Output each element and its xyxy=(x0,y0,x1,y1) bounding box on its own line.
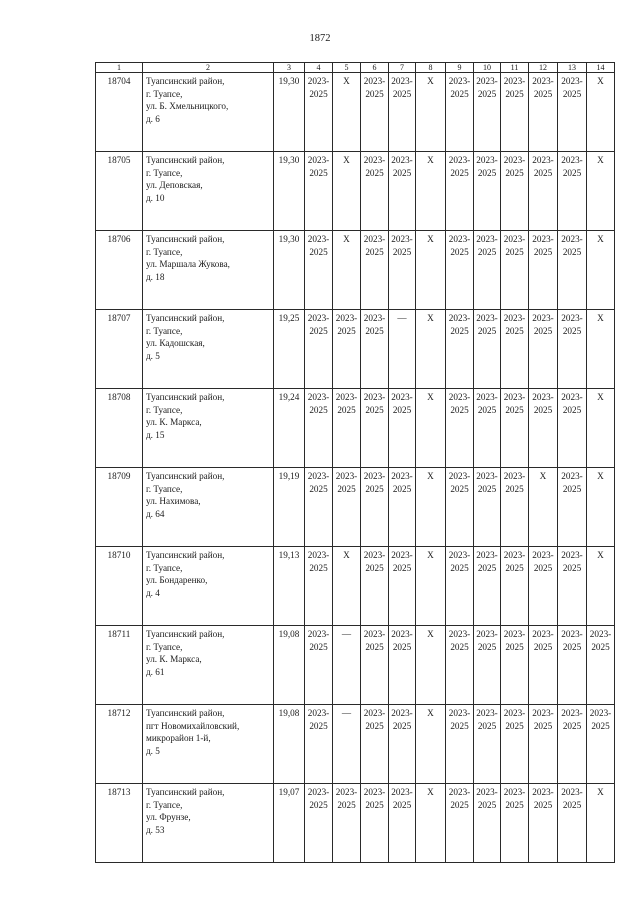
address-line: ул. Бондаренко, xyxy=(146,575,208,585)
address-line: д. 5 xyxy=(146,745,160,756)
period-cell: X xyxy=(587,389,615,468)
area-value: 19,08 xyxy=(274,626,305,705)
period-cell: 2023-2025 xyxy=(558,73,587,152)
period-cell: 2023-2025 xyxy=(446,705,474,784)
table-row xyxy=(96,468,615,547)
address-line: г. Туапсе, xyxy=(146,88,183,99)
address-line: Туапсинский район, xyxy=(146,234,225,244)
period-cell: 2023-2025 xyxy=(361,705,389,784)
address-line: г. Туапсе, xyxy=(146,641,183,652)
period-cell: 2023-2025 xyxy=(361,784,389,863)
period-cell: 2023-2025 xyxy=(389,547,416,626)
period-cell: 2023-2025 xyxy=(474,705,501,784)
period-cell: X xyxy=(416,73,446,152)
period-cell: X xyxy=(416,231,446,310)
record-number: 18711 xyxy=(96,626,143,705)
period-cell: X xyxy=(587,152,615,231)
period-cell: 2023-2025 xyxy=(474,310,501,389)
period-cell: 2023-2025 xyxy=(361,310,389,389)
period-cell: 2023-2025 xyxy=(446,468,474,547)
period-cell: 2023-2025 xyxy=(361,231,389,310)
period-cell: 2023-2025 xyxy=(558,626,587,705)
period-cell: 2023-2025 xyxy=(305,73,333,152)
table-row xyxy=(96,705,615,784)
address-line: д. 61 xyxy=(146,666,165,677)
period-cell: X xyxy=(587,310,615,389)
period-cell: — xyxy=(389,310,416,389)
area-value: 19,25 xyxy=(274,310,305,389)
record-number: 18706 xyxy=(96,231,143,310)
period-cell: X xyxy=(416,705,446,784)
column-number-header: 9 xyxy=(446,63,474,73)
address-cell xyxy=(143,152,274,231)
address-line: д. 4 xyxy=(146,587,160,598)
period-cell: 2023-2025 xyxy=(333,310,361,389)
address-line: ул. Б. Хмельницкого, xyxy=(146,101,229,111)
period-cell: 2023-2025 xyxy=(558,231,587,310)
address-cell xyxy=(143,547,274,626)
period-cell: 2023-2025 xyxy=(501,231,529,310)
period-cell: X xyxy=(587,468,615,547)
register-table-body xyxy=(96,63,615,863)
period-cell: 2023-2025 xyxy=(558,468,587,547)
record-number: 18710 xyxy=(96,547,143,626)
record-number: 18708 xyxy=(96,389,143,468)
period-cell: 2023-2025 xyxy=(529,784,558,863)
period-cell: 2023-2025 xyxy=(446,389,474,468)
period-cell: 2023-2025 xyxy=(389,231,416,310)
period-cell: 2023-2025 xyxy=(529,152,558,231)
period-cell: X xyxy=(416,468,446,547)
period-cell: 2023-2025 xyxy=(305,547,333,626)
header-row xyxy=(96,63,615,73)
table-row xyxy=(96,626,615,705)
address-cell xyxy=(143,784,274,863)
period-cell: 2023-2025 xyxy=(501,468,529,547)
address-line: д. 53 xyxy=(146,824,165,835)
period-cell: 2023-2025 xyxy=(389,152,416,231)
period-cell: 2023-2025 xyxy=(305,310,333,389)
address-line: ул. Деповская, xyxy=(146,180,203,190)
address-line: г. Туапсе, xyxy=(146,404,183,415)
column-number-header: 1 xyxy=(96,63,143,73)
table-row xyxy=(96,784,615,863)
page-number: 1872 xyxy=(309,33,331,44)
column-number-header: 11 xyxy=(501,63,529,73)
column-number-header: 13 xyxy=(558,63,587,73)
address-cell xyxy=(143,705,274,784)
table-row xyxy=(96,310,615,389)
period-cell: 2023-2025 xyxy=(305,468,333,547)
period-cell: X xyxy=(333,231,361,310)
period-cell: 2023-2025 xyxy=(361,626,389,705)
period-cell: 2023-2025 xyxy=(501,389,529,468)
table-row xyxy=(96,231,615,310)
period-cell: X xyxy=(416,547,446,626)
period-cell: 2023-2025 xyxy=(446,784,474,863)
column-number-header: 10 xyxy=(474,63,501,73)
address-line: Туапсинский район, xyxy=(146,155,225,165)
period-cell: 2023-2025 xyxy=(474,784,501,863)
period-cell: X xyxy=(333,547,361,626)
period-cell: 2023-2025 xyxy=(333,784,361,863)
period-cell: 2023-2025 xyxy=(474,152,501,231)
address-line: г. Туапсе, xyxy=(146,325,183,336)
address-line: ул. Нахимова, xyxy=(146,496,201,506)
period-cell: 2023-2025 xyxy=(305,152,333,231)
period-cell: 2023-2025 xyxy=(361,152,389,231)
address-line: ул. К. Маркса, xyxy=(146,417,202,427)
period-cell: 2023-2025 xyxy=(558,547,587,626)
area-value: 19,19 xyxy=(274,468,305,547)
period-cell: 2023-2025 xyxy=(501,784,529,863)
period-cell: X xyxy=(587,547,615,626)
column-number-header: 2 xyxy=(143,63,274,73)
address-line: Туапсинский район, xyxy=(146,313,225,323)
period-cell: 2023-2025 xyxy=(389,73,416,152)
address-line: ул. Фрунзе, xyxy=(146,812,191,822)
period-cell: 2023-2025 xyxy=(446,310,474,389)
period-cell: 2023-2025 xyxy=(529,626,558,705)
address-line: г. Туапсе, xyxy=(146,246,183,257)
address-line: д. 10 xyxy=(146,192,165,203)
period-cell: X xyxy=(333,73,361,152)
period-cell: X xyxy=(587,73,615,152)
address-cell xyxy=(143,626,274,705)
period-cell: 2023-2025 xyxy=(474,547,501,626)
record-number: 18704 xyxy=(96,73,143,152)
period-cell: 2023-2025 xyxy=(305,389,333,468)
address-line: Туапсинский район, xyxy=(146,787,225,797)
record-number: 18712 xyxy=(96,705,143,784)
period-cell: 2023-2025 xyxy=(361,547,389,626)
period-cell: X xyxy=(529,468,558,547)
period-cell: 2023-2025 xyxy=(389,705,416,784)
address-line: д. 5 xyxy=(146,350,160,361)
table-row xyxy=(96,547,615,626)
address-line: микрорайон 1-й, xyxy=(146,733,211,743)
address-line: ул. К. Маркса, xyxy=(146,654,202,664)
area-value: 19,13 xyxy=(274,547,305,626)
period-cell: X xyxy=(587,784,615,863)
column-number-header: 4 xyxy=(305,63,333,73)
period-cell: 2023-2025 xyxy=(446,547,474,626)
period-cell: 2023-2025 xyxy=(501,152,529,231)
address-cell xyxy=(143,468,274,547)
period-cell: 2023-2025 xyxy=(529,310,558,389)
period-cell: 2023-2025 xyxy=(474,231,501,310)
period-cell: X xyxy=(416,626,446,705)
period-cell: 2023-2025 xyxy=(474,468,501,547)
column-number-header: 12 xyxy=(529,63,558,73)
period-cell: 2023-2025 xyxy=(446,152,474,231)
period-cell: 2023-2025 xyxy=(446,231,474,310)
address-line: пгт Новомихайловский, xyxy=(146,720,240,731)
period-cell: 2023-2025 xyxy=(501,705,529,784)
area-value: 19,07 xyxy=(274,784,305,863)
address-line: д. 18 xyxy=(146,271,165,282)
address-line: Туапсинский район, xyxy=(146,76,225,86)
area-value: 19,24 xyxy=(274,389,305,468)
area-value: 19,30 xyxy=(274,152,305,231)
period-cell: 2023-2025 xyxy=(446,626,474,705)
address-line: г. Туапсе, xyxy=(146,799,183,810)
address-line: г. Туапсе, xyxy=(146,483,183,494)
period-cell: 2023-2025 xyxy=(361,389,389,468)
area-value: 19,08 xyxy=(274,705,305,784)
area-value: 19,30 xyxy=(274,73,305,152)
period-cell: 2023-2025 xyxy=(446,73,474,152)
period-cell: 2023-2025 xyxy=(529,547,558,626)
period-cell: X xyxy=(416,389,446,468)
address-cell xyxy=(143,231,274,310)
period-cell: 2023-2025 xyxy=(305,626,333,705)
period-cell: 2023-2025 xyxy=(558,389,587,468)
period-cell: 2023-2025 xyxy=(389,784,416,863)
period-cell: X xyxy=(416,310,446,389)
table-row xyxy=(96,389,615,468)
period-cell: 2023-2025 xyxy=(558,705,587,784)
address-line: д. 15 xyxy=(146,429,165,440)
record-number: 18709 xyxy=(96,468,143,547)
address-cell xyxy=(143,310,274,389)
period-cell: 2023-2025 xyxy=(587,705,615,784)
period-cell: 2023-2025 xyxy=(587,626,615,705)
address-line: д. 64 xyxy=(146,508,165,519)
period-cell: — xyxy=(333,626,361,705)
period-cell: 2023-2025 xyxy=(389,626,416,705)
period-cell: X xyxy=(333,152,361,231)
period-cell: 2023-2025 xyxy=(389,468,416,547)
area-value: 19,30 xyxy=(274,231,305,310)
period-cell: X xyxy=(416,784,446,863)
column-number-header: 6 xyxy=(361,63,389,73)
period-cell: 2023-2025 xyxy=(305,784,333,863)
address-line: Туапсинский район, xyxy=(146,471,225,481)
period-cell: 2023-2025 xyxy=(529,389,558,468)
address-line: Туапсинский район, xyxy=(146,550,225,560)
period-cell: 2023-2025 xyxy=(305,231,333,310)
address-line: г. Туапсе, xyxy=(146,167,183,178)
column-number-header: 3 xyxy=(274,63,305,73)
period-cell: 2023-2025 xyxy=(501,73,529,152)
address-line: ул. Маршала Жукова, xyxy=(146,259,230,269)
period-cell: 2023-2025 xyxy=(529,231,558,310)
table-row xyxy=(96,73,615,152)
table-row xyxy=(96,152,615,231)
address-cell xyxy=(143,389,274,468)
column-number-header: 7 xyxy=(389,63,416,73)
period-cell: 2023-2025 xyxy=(389,389,416,468)
address-line: Туапсинский район, xyxy=(146,708,225,718)
address-line: Туапсинский район, xyxy=(146,392,225,402)
period-cell: 2023-2025 xyxy=(333,468,361,547)
period-cell: 2023-2025 xyxy=(361,468,389,547)
period-cell: — xyxy=(333,705,361,784)
period-cell: 2023-2025 xyxy=(305,705,333,784)
period-cell: 2023-2025 xyxy=(474,73,501,152)
period-cell: 2023-2025 xyxy=(333,389,361,468)
period-cell: 2023-2025 xyxy=(529,73,558,152)
period-cell: 2023-2025 xyxy=(501,547,529,626)
period-cell: 2023-2025 xyxy=(361,73,389,152)
period-cell: 2023-2025 xyxy=(558,152,587,231)
period-cell: 2023-2025 xyxy=(474,389,501,468)
period-cell: 2023-2025 xyxy=(558,784,587,863)
period-cell: 2023-2025 xyxy=(558,310,587,389)
period-cell: 2023-2025 xyxy=(501,310,529,389)
address-line: г. Туапсе, xyxy=(146,562,183,573)
record-number: 18713 xyxy=(96,784,143,863)
period-cell: X xyxy=(416,152,446,231)
address-line: Туапсинский район, xyxy=(146,629,225,639)
address-cell xyxy=(143,73,274,152)
record-number: 18707 xyxy=(96,310,143,389)
period-cell: 2023-2025 xyxy=(501,626,529,705)
column-number-header: 14 xyxy=(587,63,615,73)
period-cell: X xyxy=(587,231,615,310)
address-line: ул. Кадошская, xyxy=(146,338,205,348)
column-number-header: 5 xyxy=(333,63,361,73)
address-line: д. 6 xyxy=(146,113,160,124)
register-table xyxy=(95,62,615,863)
column-number-header: 8 xyxy=(416,63,446,73)
period-cell: 2023-2025 xyxy=(474,626,501,705)
period-cell: 2023-2025 xyxy=(529,705,558,784)
record-number: 18705 xyxy=(96,152,143,231)
